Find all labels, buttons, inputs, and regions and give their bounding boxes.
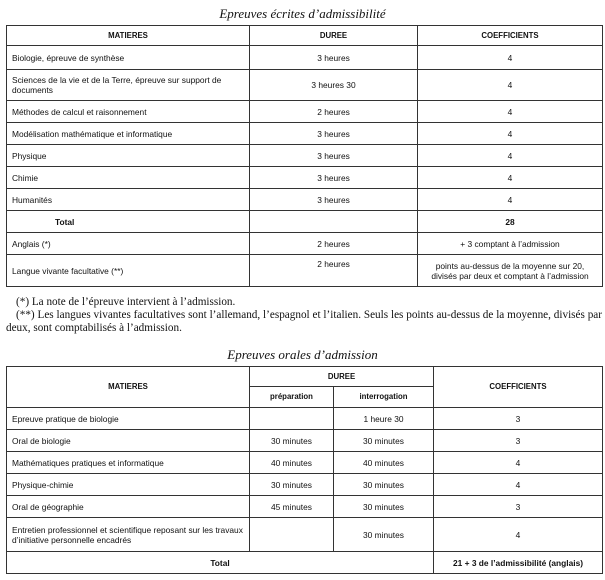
header-duration: DUREE	[250, 367, 434, 387]
subject-cell: Modélisation mathématique et informatique	[7, 123, 250, 145]
table-row	[7, 255, 603, 287]
subject-cell: Epreuve pratique de biologie	[7, 408, 250, 430]
subject-cell: Oral de biologie	[7, 430, 250, 452]
duration-cell: 3 heures	[250, 46, 418, 70]
coef-cell: 4	[434, 474, 603, 496]
table-row	[7, 189, 603, 211]
table-row	[7, 518, 603, 552]
interro-cell: 30 minutes	[334, 496, 434, 518]
coef-cell: 3	[434, 496, 603, 518]
oral-exams-table	[6, 366, 603, 574]
total-coef: 21 + 3 de l’admissibilité (anglais)	[434, 552, 603, 574]
prep-cell: 30 minutes	[250, 430, 334, 452]
prep-cell	[250, 408, 334, 430]
duration-cell: 2 heures	[250, 255, 418, 287]
coef-cell: 4	[434, 518, 603, 552]
duration-cell: 2 heures	[250, 233, 418, 255]
coef-cell: 4	[418, 101, 603, 123]
table-row	[7, 233, 603, 255]
subject-cell: Mathématiques pratiques et informatique	[7, 452, 250, 474]
duration-cell: 3 heures	[250, 123, 418, 145]
written-exams-table	[6, 25, 603, 287]
header-duration: DUREE	[250, 26, 418, 46]
coef-cell: + 3 comptant à l’admission	[418, 233, 603, 255]
total-label: Total	[7, 552, 434, 574]
prep-cell	[250, 518, 334, 552]
table-row	[7, 123, 603, 145]
table-row	[7, 101, 603, 123]
total-duration-empty	[250, 211, 418, 233]
header-subject: MATIERES	[7, 367, 250, 408]
oral-exams-title: Epreuves orales d’admission	[227, 347, 378, 362]
subject-cell: Chimie	[7, 167, 250, 189]
written-exams-title: Epreuves écrites d’admissibilité	[219, 6, 386, 21]
table-row	[7, 408, 603, 430]
table-header-row	[7, 26, 603, 46]
coef-cell: 3	[434, 430, 603, 452]
table-row	[7, 474, 603, 496]
subject-cell: Langue vivante facultative (**)	[7, 255, 250, 287]
prep-cell: 30 minutes	[250, 474, 334, 496]
duration-cell: 3 heures	[250, 167, 418, 189]
subject-cell: Biologie, épreuve de synthèse	[7, 46, 250, 70]
header-interrogation: interrogation	[334, 387, 434, 408]
prep-cell: 45 minutes	[250, 496, 334, 518]
coef-cell: 3	[434, 408, 603, 430]
footnote-2: (**) Les langues vivantes facultatives sont l’allemand, l’espagnol et l’italien. Seuls les points au-dessus de la moyenne, divisés par deux, sont comptabilisés à l’admission.	[6, 309, 602, 334]
coef-cell: 4	[418, 46, 603, 70]
coef-cell: 4	[434, 452, 603, 474]
table-row	[7, 452, 603, 474]
total-coef: 28	[418, 211, 603, 233]
subject-cell: Oral de géographie	[7, 496, 250, 518]
coef-cell: 4	[418, 123, 603, 145]
header-coefficients: COEFFICIENTS	[418, 26, 603, 46]
header-coefficients: COEFFICIENTS	[434, 367, 603, 408]
table-header-row	[7, 367, 603, 387]
table-row	[7, 430, 603, 452]
table-row	[7, 46, 603, 70]
subject-cell: Sciences de la vie et de la Terre, épreuve sur support de documents	[7, 70, 250, 101]
subject-cell: Humanités	[7, 189, 250, 211]
table-row	[7, 167, 603, 189]
duration-cell: 2 heures	[250, 101, 418, 123]
header-subject: MATIERES	[7, 26, 250, 46]
total-label: Total	[7, 211, 250, 233]
interro-cell: 40 minutes	[334, 452, 434, 474]
coef-cell: 4	[418, 145, 603, 167]
total-row	[7, 211, 603, 233]
subject-cell: Méthodes de calcul et raisonnement	[7, 101, 250, 123]
subject-cell: Physique	[7, 145, 250, 167]
coef-cell: points au-dessus de la moyenne sur 20, divisés par deux et comptant à l’admission	[418, 255, 603, 287]
coef-cell: 4	[418, 167, 603, 189]
interro-cell: 30 minutes	[334, 430, 434, 452]
duration-cell: 3 heures	[250, 145, 418, 167]
prep-cell: 40 minutes	[250, 452, 334, 474]
table-row	[7, 496, 603, 518]
footnotes	[6, 296, 602, 335]
table-row	[7, 70, 603, 101]
table-row	[7, 145, 603, 167]
header-preparation: préparation	[250, 387, 334, 408]
subject-cell: Physique-chimie	[7, 474, 250, 496]
subject-cell: Anglais (*)	[7, 233, 250, 255]
duration-cell: 3 heures	[250, 189, 418, 211]
interro-cell: 30 minutes	[334, 474, 434, 496]
coef-cell: 4	[418, 70, 603, 101]
coef-cell: 4	[418, 189, 603, 211]
subject-cell: Entretien professionnel et scientifique reposant sur les travaux d’initiative personnelle encadrés	[7, 518, 250, 552]
interro-cell: 1 heure 30	[334, 408, 434, 430]
footnote-1: (*) La note de l’épreuve intervient à l’admission.	[16, 296, 236, 308]
interro-cell: 30 minutes	[334, 518, 434, 552]
total-row	[7, 552, 603, 574]
duration-cell: 3 heures 30	[250, 70, 418, 101]
